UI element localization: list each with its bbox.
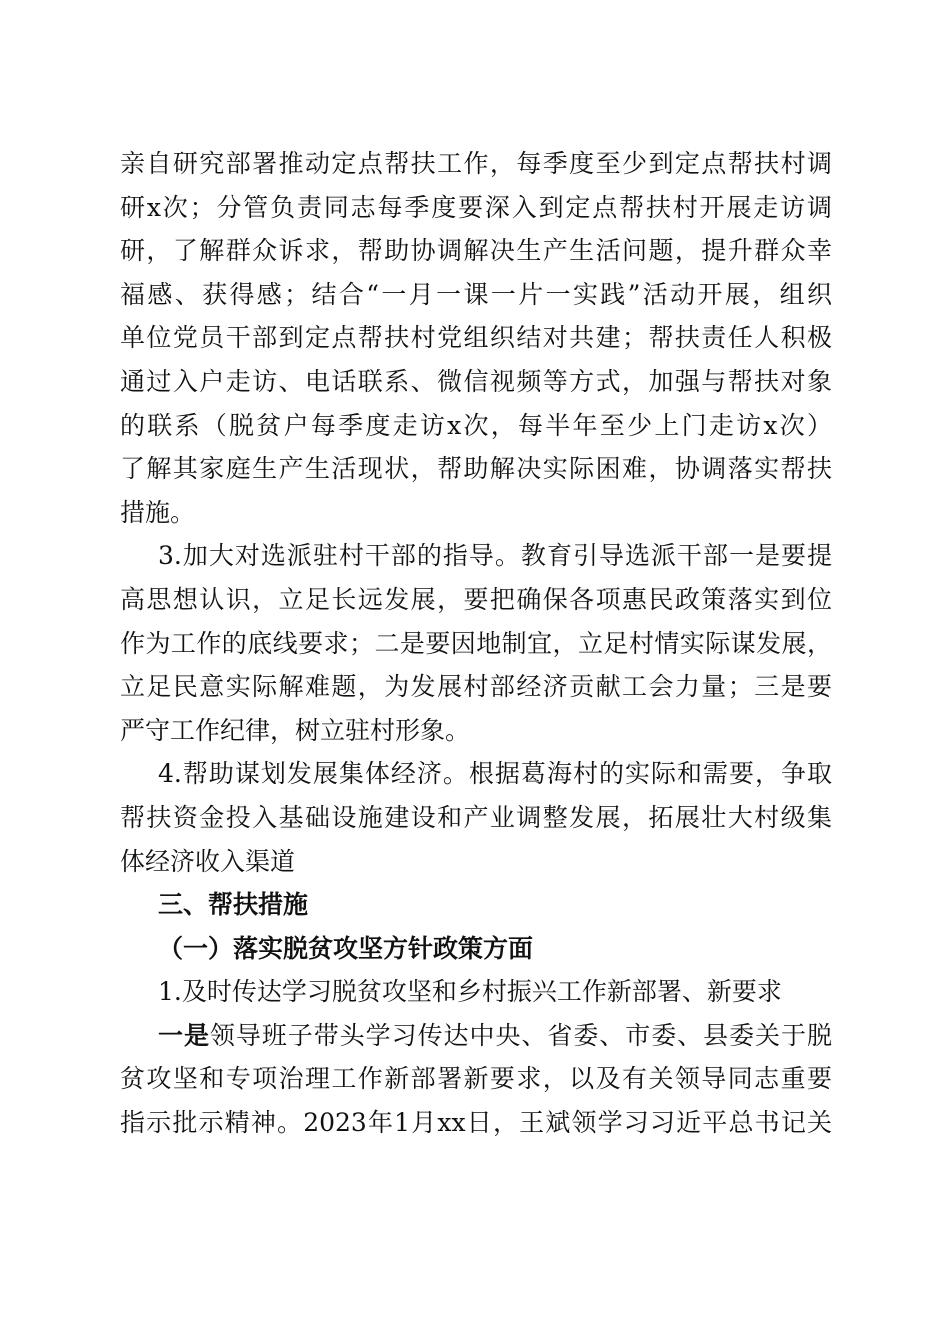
paragraph-line: 研，了解群众诉求，帮助协调解决生产生活问题，提升群众幸 bbox=[120, 236, 832, 266]
paragraph-line: 通过入户走访、电话联系、微信视频等方式，加强与帮扶对象 bbox=[120, 366, 832, 396]
subsection-heading: （一）落实脱贫攻坚方针政策方面 bbox=[158, 933, 534, 963]
numbered-item-heading: 1.及时传达学习脱贫攻坚和乡村振兴工作新部署、新要求 bbox=[158, 977, 782, 1007]
paragraph-line: 高思想认识，立足长远发展，要把确保各项惠民政策落实到位 bbox=[120, 584, 832, 614]
paragraph-line: 帮扶资金投入基础设施建设和产业调整发展，拓展壮大村级集 bbox=[120, 802, 832, 832]
section-heading: 三、帮扶措施 bbox=[158, 890, 309, 920]
paragraph-line: 立足民意实际解难题，为发展村部经济贡献工会力量；三是要 bbox=[120, 672, 832, 702]
paragraph-line: 了解其家庭生产生活现状，帮助解决实际困难，协调落实帮扶 bbox=[120, 454, 832, 484]
lead-rest-text: 领导班子带头学习传达中央、省委、市委、县委关于脱 bbox=[209, 1020, 832, 1050]
numbered-paragraph-line: 4.帮助谋划发展集体经济。根据葛海村的实际和需要，争取 bbox=[158, 759, 832, 789]
paragraph-line: 体经济收入渠道 bbox=[120, 846, 296, 876]
paragraph-line: 亲自研究部署推动定点帮扶工作，每季度至少到定点帮扶村调 bbox=[120, 149, 832, 178]
paragraph-line: 单位党员干部到定点帮扶村党组织结对共建；帮扶责任人积极 bbox=[120, 323, 832, 353]
paragraph-line: 贫攻坚和专项治理工作新部署新要求，以及有关领导同志重要 bbox=[120, 1064, 832, 1094]
paragraph-line: 福感、获得感；结合“一月一课一片一实践”活动开展，组织 bbox=[120, 279, 832, 309]
paragraph-line: 严守工作纪律，树立驻村形象。 bbox=[120, 715, 471, 745]
paragraph-line bbox=[120, 1014, 832, 1058]
paragraph-line: 的联系（脱贫户每季度走访x次，每半年至少上门走访x次） bbox=[120, 410, 832, 440]
numbered-paragraph-line: 3.加大对选派驻村干部的指导。教育引导选派干部一是要提 bbox=[158, 541, 832, 571]
lead-bold-text: 一是 bbox=[158, 1020, 210, 1050]
paragraph-line: 研x次；分管负责同志每季度要深入到定点帮扶村开展走访调 bbox=[120, 192, 832, 222]
document-body bbox=[120, 142, 832, 1145]
paragraph-line: 作为工作的底线要求；二是要因地制宜，立足村情实际谋发展， bbox=[120, 628, 832, 658]
paragraph-line: 指示批示精神。2023年1月xx日，王斌领学习习近平总书记关 bbox=[120, 1108, 832, 1138]
paragraph-line: 措施。 bbox=[120, 497, 196, 527]
